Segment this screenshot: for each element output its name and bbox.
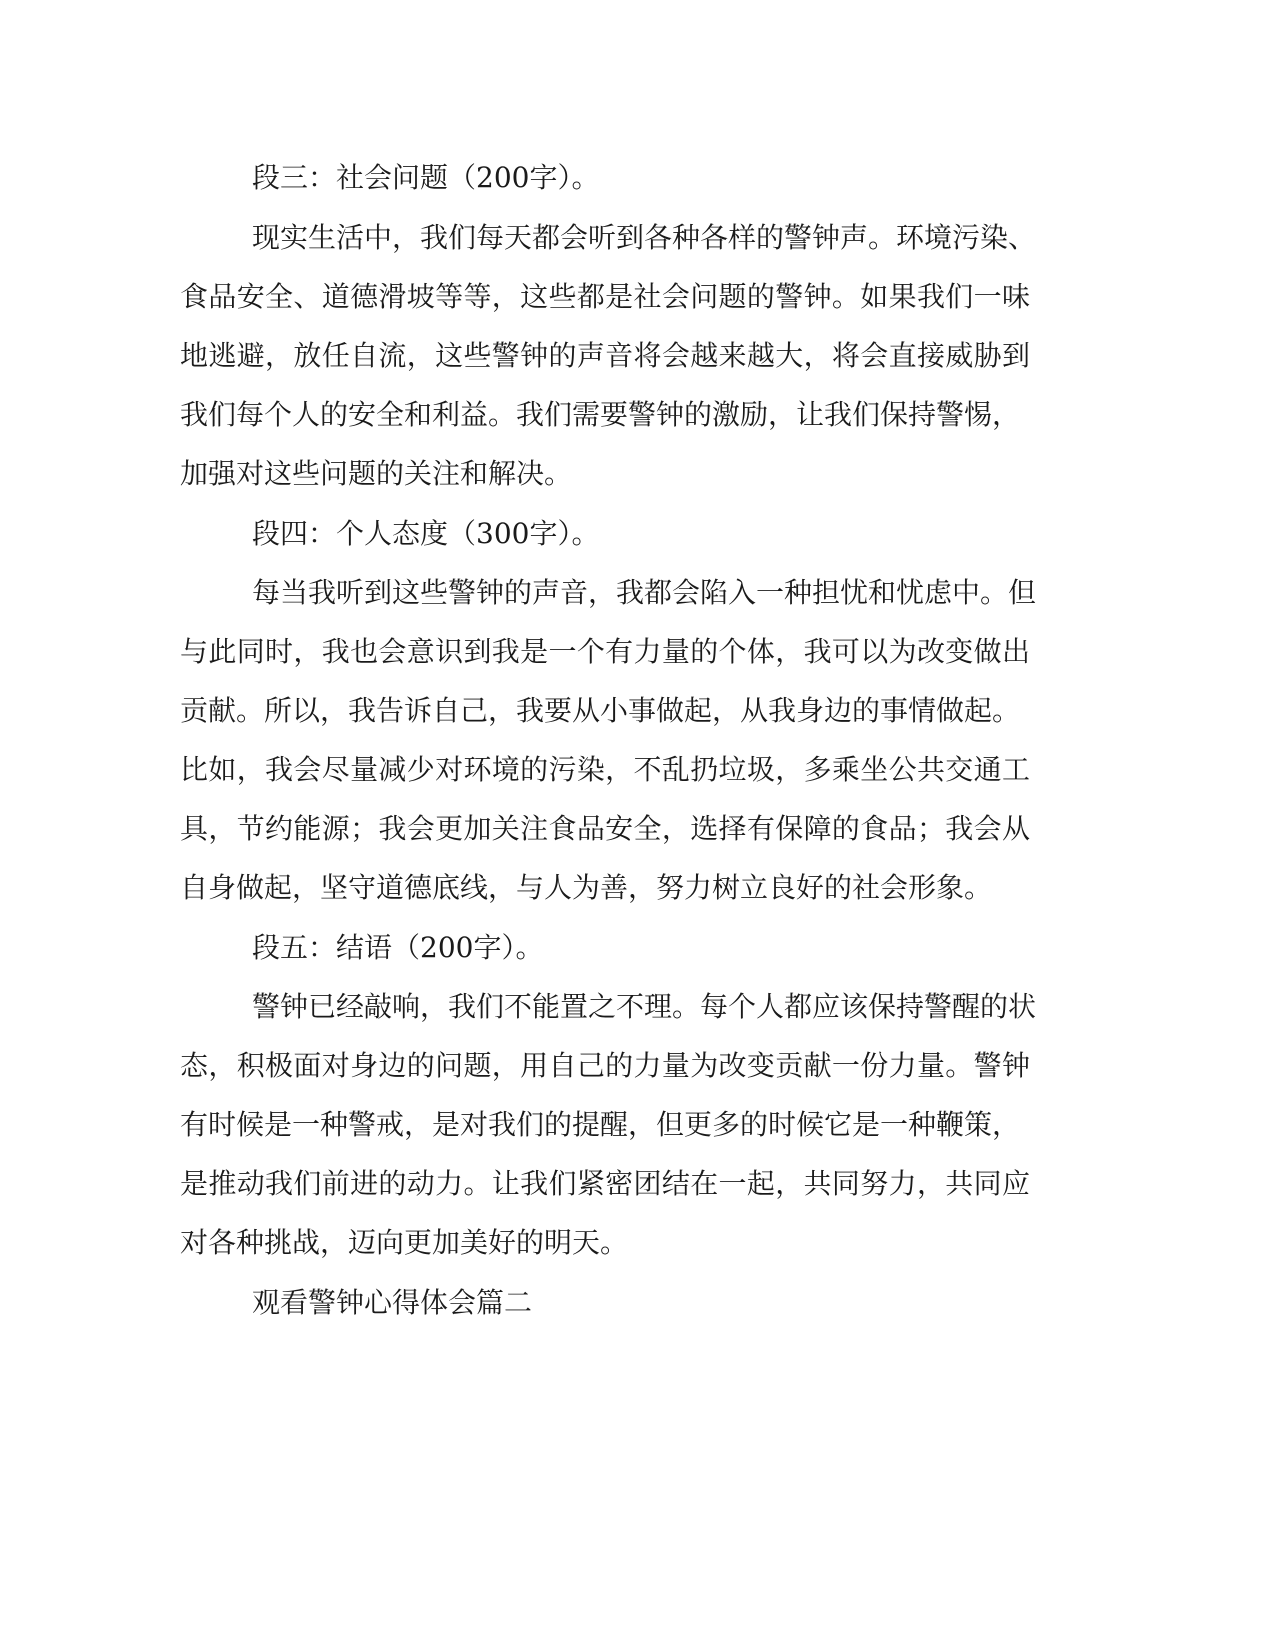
paragraph-line: 自身做起，坚守道德底线，与人为善，努力树立良好的社会形象。 [180, 871, 993, 904]
section-heading: 段三：社会问题（200字）。 [252, 161, 600, 194]
paragraph-line: 警钟已经敲响，我们不能置之不理。每个人都应该保持警醒的状 [252, 990, 1037, 1023]
paragraph-line: 是推动我们前进的动力。让我们紧密团结在一起，共同努力，共同应 [180, 1167, 1030, 1200]
paragraph-line: 现实生活中，我们每天都会听到各种各样的警钟声。环境污染、 [252, 221, 1037, 254]
paragraph-line: 地逃避，放任自流，这些警钟的声音将会越来越大，将会直接威胁到 [180, 339, 1030, 372]
paragraph-line: 食品安全、道德滑坡等等，这些都是社会问题的警钟。如果我们一味 [180, 280, 1030, 313]
paragraph-line: 每当我听到这些警钟的声音，我都会陷入一种担忧和忧虑中。但 [252, 576, 1037, 609]
paragraph-line: 对各种挑战，迈向更加美好的明天。 [180, 1226, 629, 1259]
paragraph-line: 我们每个人的安全和利益。我们需要警钟的激励，让我们保持警惕， [180, 398, 1021, 431]
section-heading: 段四：个人态度（300字）。 [252, 517, 600, 550]
article-subtitle: 观看警钟心得体会篇二 [252, 1286, 533, 1319]
paragraph-line: 比如，我会尽量减少对环境的污染，不乱扔垃圾，多乘坐公共交通工 [180, 753, 1030, 786]
paragraph-line: 与此同时，我也会意识到我是一个有力量的个体，我可以为改变做出 [180, 635, 1030, 668]
section-heading: 段五：结语（200字）。 [252, 931, 544, 964]
paragraph-line: 加强对这些问题的关注和解决。 [180, 457, 573, 490]
paragraph-line: 具，节约能源；我会更加关注食品安全，选择有保障的食品；我会从 [180, 812, 1030, 845]
paragraph-line: 贡献。所以，我告诉自己，我要从小事做起，从我身边的事情做起。 [180, 694, 1021, 727]
paragraph-line: 态，积极面对身边的问题，用自己的力量为改变贡献一份力量。警钟 [180, 1049, 1030, 1082]
paragraph-line: 有时候是一种警戒，是对我们的提醒，但更多的时候它是一种鞭策， [180, 1108, 1021, 1141]
